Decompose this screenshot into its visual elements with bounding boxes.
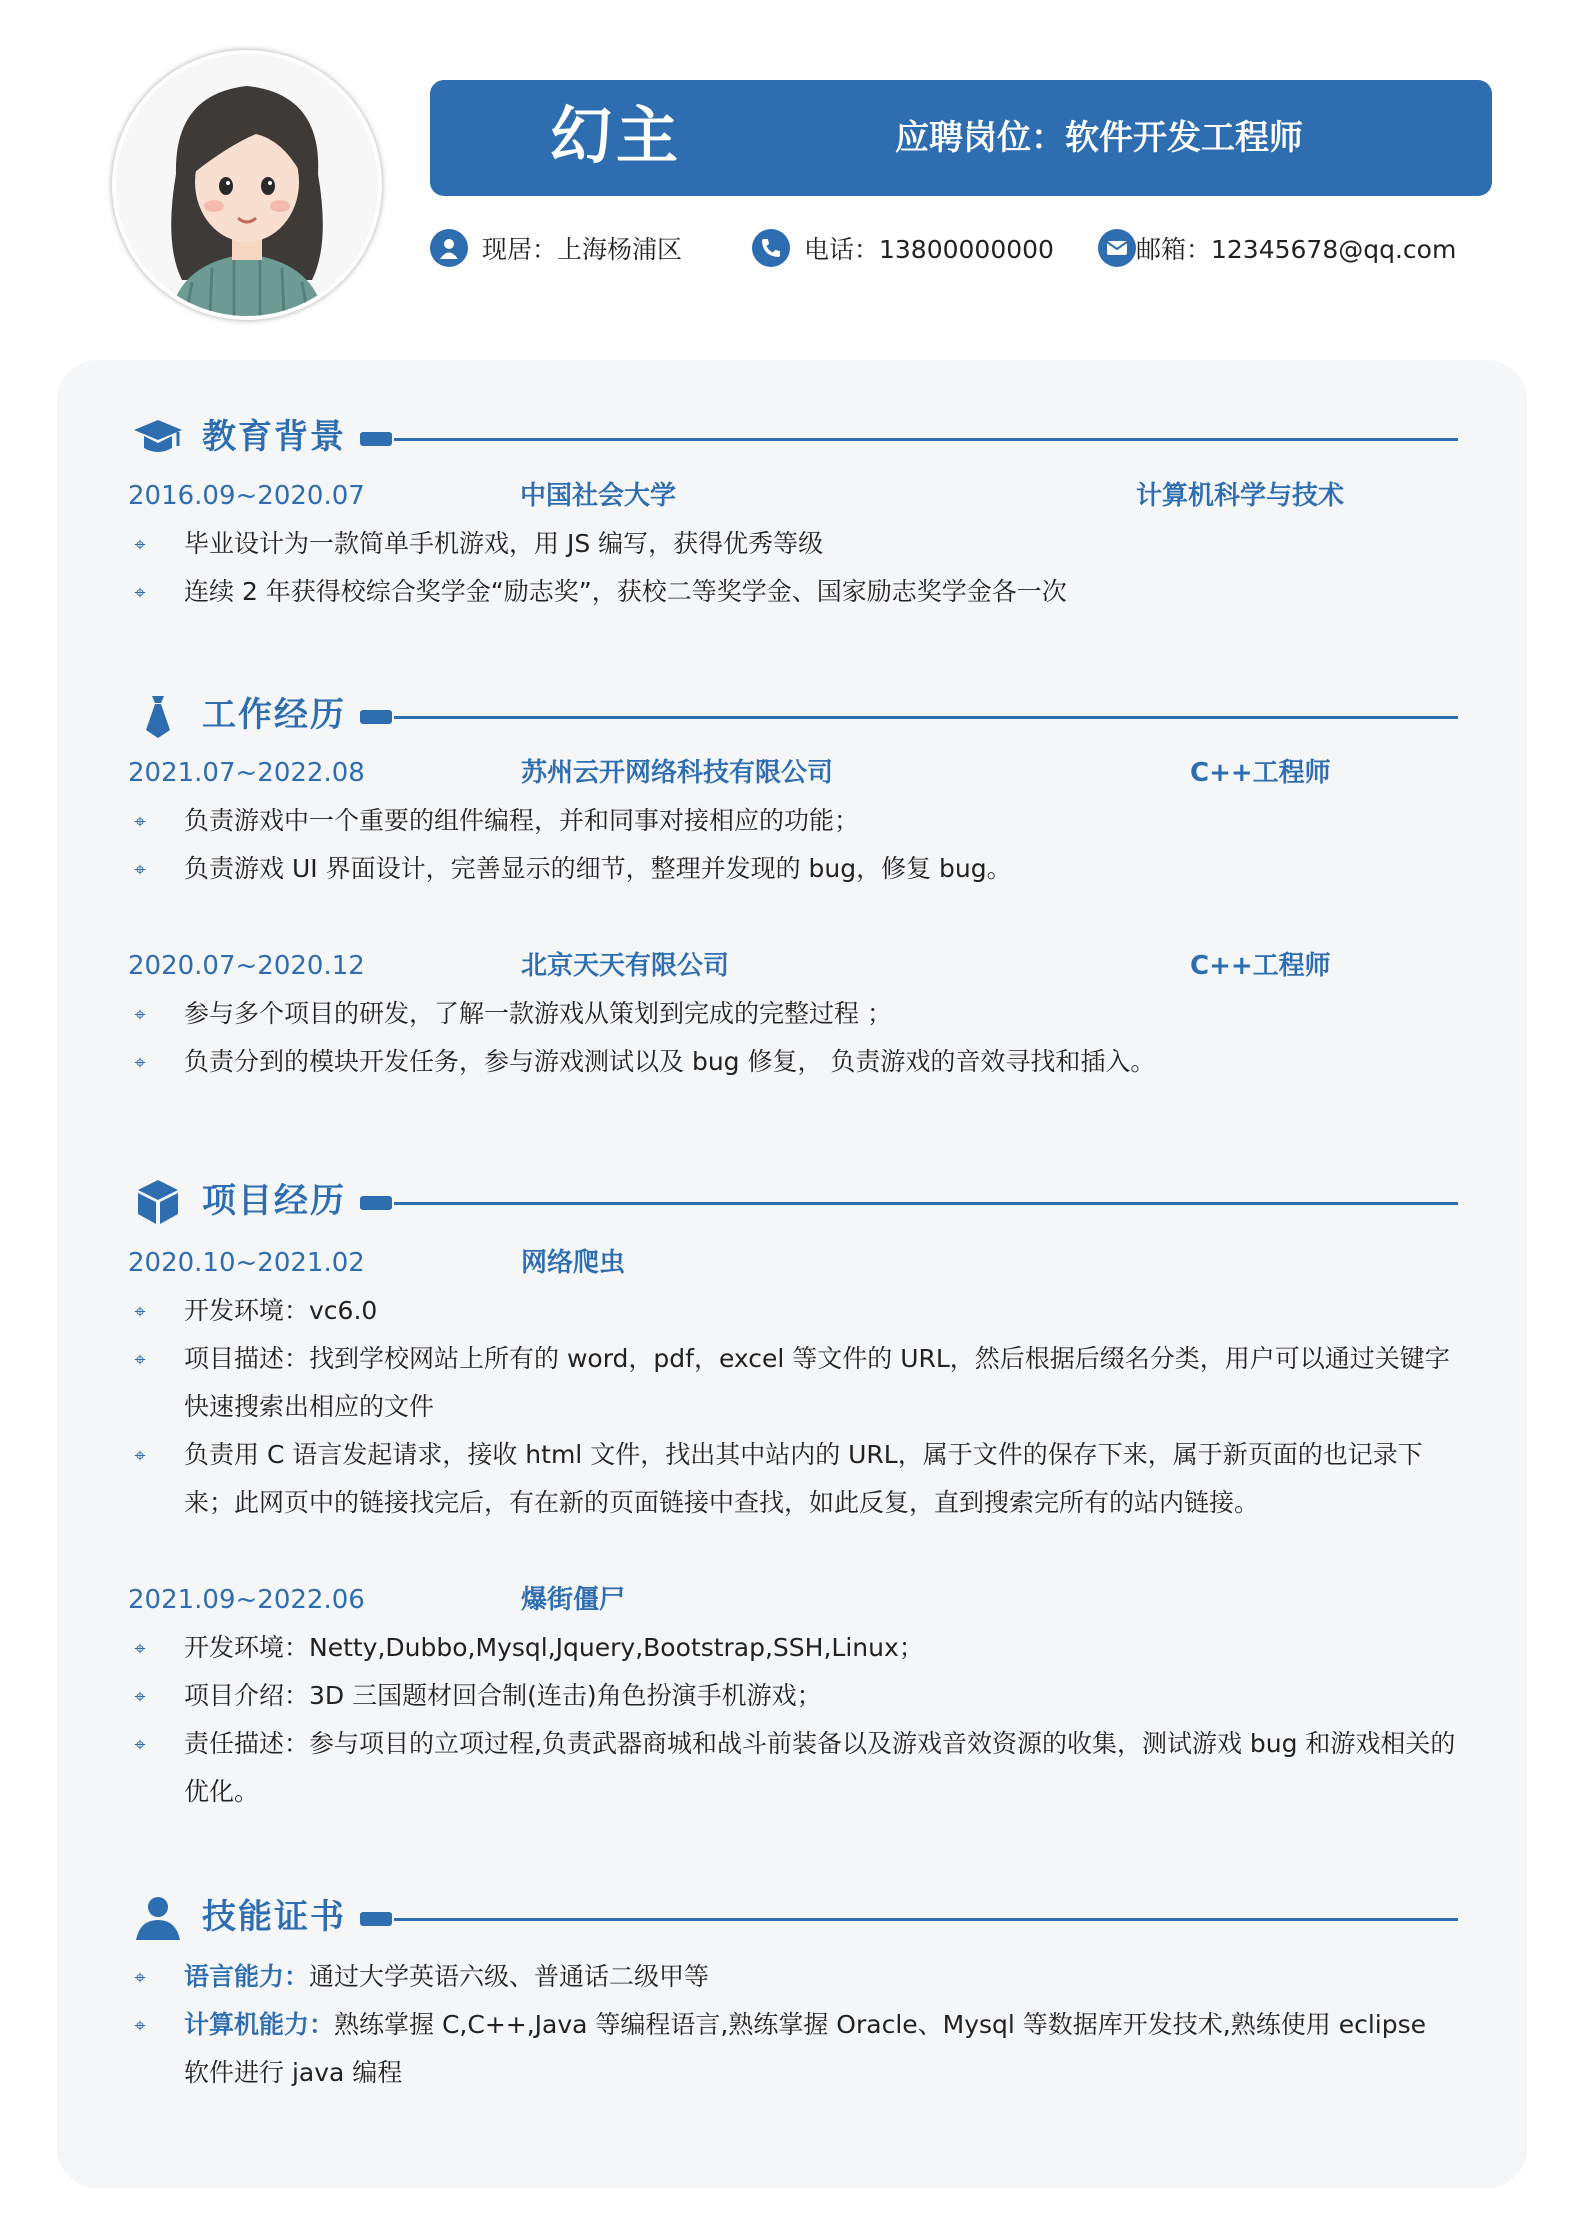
bullet-icon: ⌖ [134,857,146,881]
bullet-icon: ⌖ [134,532,146,556]
section-projects-header [132,1172,1458,1232]
person-icon [430,229,468,267]
bullet-icon: ⌖ [134,580,146,604]
entry-date: 2020.10~2021.02 [128,1248,365,1278]
cube-icon [132,1178,184,1226]
project-entry-header [128,1243,1458,1283]
section-bar [360,710,392,724]
skill-label: 计算机能力： [184,2010,335,2039]
tie-icon [132,692,184,740]
entry-company: 苏州云开网络科技有限公司 [521,758,834,788]
section-divider [394,716,1458,719]
entry-role: C++工程师 [1190,758,1331,788]
entry-company: 北京天天有限公司 [521,951,730,981]
section-bar [360,1912,392,1926]
contact-phone [752,228,1054,268]
project-entry-header [128,1580,1458,1620]
entry-role: C++工程师 [1190,951,1331,981]
bullet-icon: ⌖ [134,1636,146,1660]
entry-project-name: 网络爬虫 [521,1248,626,1278]
skill-text: 熟练掌握 C,C++,Java 等编程语言,熟练掌握 Oracle、Mysql 等数据库开发技术,熟练使用 eclipse 软件进行 java 编程 [184,2010,1426,2087]
name-banner [430,80,1492,196]
section-divider [394,1202,1458,1205]
section-education-header [132,408,1458,468]
entry-date: 2021.07~2022.08 [128,758,365,788]
skill-label: 语言能力： [184,1962,310,1991]
user-icon [132,1894,184,1942]
bullet-icon: ⌖ [134,1347,146,1371]
bullet-icon: ⌖ [134,1732,146,1756]
entry-date: 2016.09~2020.07 [128,481,365,511]
section-divider [394,1918,1458,1921]
section-skills-title: 技能证书 [202,1897,346,1937]
contact-email-text: 邮箱：12345678@qq.com [1136,235,1457,264]
avatar-illustration [116,54,378,316]
bullet-icon: ⌖ [134,1002,146,1026]
entry-date: 2020.07~2020.12 [128,951,365,981]
section-education-title: 教育背景 [202,417,346,457]
skill-text: 通过大学英语六级、普通话二级甲等 [309,1962,710,1991]
section-work-title: 工作经历 [202,695,346,735]
entry-school: 中国社会大学 [520,481,677,511]
section-bar [360,1196,392,1210]
section-projects-title: 项目经历 [202,1181,346,1221]
section-skills-header [132,1888,1458,1948]
section-divider [394,438,1458,441]
section-bar [360,432,392,446]
bullet-icon: ⌖ [134,1965,146,1989]
bullet-icon: ⌖ [134,1684,146,1708]
applied-position: 应聘岗位：软件开发工程师 [895,118,1303,158]
mail-icon [1098,229,1136,267]
entry-major: 计算机科学与技术 [1136,481,1345,511]
entry-project-name: 爆街僵尸 [521,1585,626,1615]
bullet-icon: ⌖ [134,2013,146,2037]
bullet-icon: ⌖ [134,1299,146,1323]
bullet-icon: ⌖ [134,809,146,833]
phone-icon [752,229,790,267]
avatar [112,50,382,320]
entry-date: 2021.09~2022.06 [128,1585,365,1615]
bullet-icon: ⌖ [134,1050,146,1074]
education-entry-header [128,476,1458,516]
contact-phone-text: 电话：13800000000 [804,235,1054,264]
contact-email [1098,228,1456,268]
candidate-name: 幻主 [550,99,683,172]
contact-address [430,228,682,268]
contact-address-text: 现居：上海杨浦区 [482,235,683,264]
work-entry-header [128,946,1458,986]
section-work-header [132,686,1458,746]
work-entry-header [128,753,1458,793]
bullet-icon: ⌖ [134,1443,146,1467]
graduation-cap-icon [132,414,184,462]
